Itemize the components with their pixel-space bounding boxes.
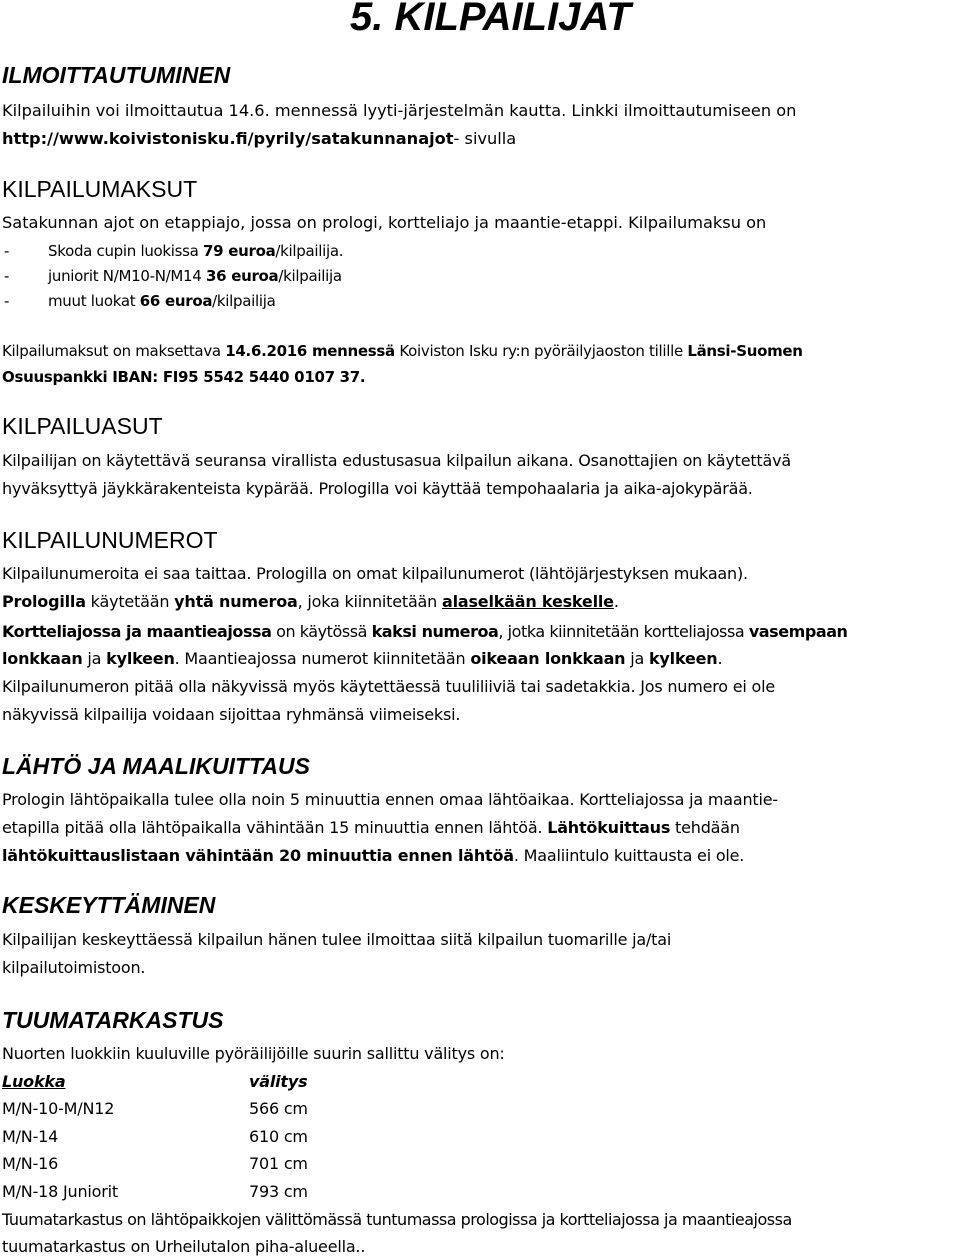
- table-row: [2, 1152, 308, 1176]
- tuumatarkastus-outro-2: tuumatarkastus on Urheilutalon piha-alueella..: [2, 1237, 366, 1256]
- text: .: [717, 649, 723, 668]
- heading-tuumatarkastus: TUUMATARKASTUS: [2, 1007, 224, 1033]
- text: , jotka kiinnitetään kortteliajossa: [498, 622, 749, 641]
- text: .: [613, 592, 619, 611]
- table-header: [2, 1070, 308, 1094]
- text: käytetään: [85, 592, 175, 611]
- text: tehdään: [670, 818, 740, 837]
- bold-text: lähtökuittauslistaan vähintään 20 minuuttia ennen lähtöä: [2, 846, 514, 865]
- bold-text: oikeaan lonkkaan: [470, 649, 626, 668]
- heading-keskeyttaminen: KESKEYTTÄMINEN: [2, 892, 216, 918]
- heading-ilmoittautuminen: ILMOITTAUTUMINEN: [2, 62, 231, 88]
- text: , joka kiinnitetään: [297, 592, 442, 611]
- cell-valitys: 610 cm: [249, 1127, 308, 1146]
- kilpailuasut-line-1: Kilpailijan on käytettävä seuransa virallista edustusasua kilpailun aikana. Osanottajien on käytettävä: [2, 451, 791, 470]
- kilpailunumerot-line-3: [2, 620, 848, 644]
- text: ja: [82, 649, 107, 668]
- payment-text: Kilpailumaksut on maksettava: [2, 342, 226, 360]
- fee-label: juniorit N/M10-N/M14: [48, 267, 206, 285]
- cell-luokka: M/N-18 Juniorit: [2, 1182, 118, 1201]
- keskeyttaminen-line-1: Kilpailijan keskeyttäessä kilpailun hänen tulee ilmoittaa siitä kilpailun tuomarille ja/tai: [2, 930, 672, 949]
- list-dash: -: [4, 242, 10, 260]
- tuumatarkastus-intro: Nuorten luokkiin kuuluville pyöräilijöille suurin sallittu välitys on:: [2, 1044, 505, 1063]
- link-suffix: - sivulla: [453, 129, 517, 148]
- kilpailunumerot-line-6: näkyvissä kilpailija voidaan sijoittaa ryhmänsä viimeiseksi.: [2, 705, 461, 724]
- table-row: [2, 1097, 308, 1121]
- list-dash: -: [4, 292, 10, 310]
- underlined-bold-text: alaselkään keskelle: [442, 592, 614, 611]
- bold-text: kylkeen: [648, 649, 718, 668]
- bold-text: lonkkaan: [2, 649, 83, 668]
- column-header-luokka: Luokka: [2, 1072, 66, 1091]
- kilpailunumerot-line-1: Kilpailunumeroita ei saa taittaa. Prologilla on omat kilpailunumerot (lähtöjärjestyksen mukaan).: [2, 564, 748, 583]
- payment-text: Koiviston Isku ry:n pyöräilyjaoston tilille: [394, 342, 688, 360]
- fee-label: Skoda cupin luokissa: [48, 242, 204, 260]
- payment-deadline: 14.6.2016 mennessä: [225, 342, 395, 360]
- lahto-line-3: [2, 844, 744, 868]
- payment-line-1: [2, 340, 803, 362]
- text: ja: [625, 649, 649, 668]
- fee-item-juniorit: [2, 265, 342, 287]
- heading-lahto: LÄHTÖ JA MAALIKUITTAUS: [2, 753, 310, 779]
- heading-kilpailuasut: KILPAILUASUT: [2, 413, 163, 439]
- fee-item-skoda: [2, 240, 343, 262]
- fee-amount: 36 euroa: [206, 267, 279, 285]
- fee-amount: 79 euroa: [203, 242, 276, 260]
- lahto-line-2: [2, 816, 740, 840]
- cell-valitys: 566 cm: [249, 1099, 308, 1118]
- ilmoittautuminen-text: Kilpailuihin voi ilmoittautua 14.6. mennessä lyyti-järjestelmän kautta. Linkki ilmoittautumiseen on: [2, 101, 797, 120]
- fee-unit: /kilpailija: [278, 267, 342, 285]
- table-row: [2, 1125, 308, 1149]
- text: . Maaliintulo kuittausta ei ole.: [513, 846, 745, 865]
- bold-text: vasempaan: [748, 622, 848, 641]
- bold-text: yhtä numeroa: [174, 592, 298, 611]
- fee-unit: /kilpailija: [212, 292, 276, 310]
- bold-text: kaksi numeroa: [371, 622, 499, 641]
- kilpailunumerot-line-5: Kilpailunumeron pitää olla näkyvissä myös käytettäessä tuuliliiviä tai sadetakkia. Jos numero ei ole: [2, 677, 776, 696]
- fee-amount: 66 euroa: [139, 292, 213, 310]
- text: etapilla pitää olla lähtöpaikalla vähintään 15 minuuttia ennen lähtöä.: [2, 818, 548, 837]
- registration-link[interactable]: http://www.koivistonisku.fi/pyrily/satakunnanajot: [2, 129, 454, 148]
- kilpailuasut-line-2: hyväksyttyä jäykkärakenteista kypärää. Prologilla voi käyttää tempohaalaria ja aika-ajokypärää.: [2, 479, 753, 498]
- page-title: 5. KILPAILIJAT: [350, 0, 631, 39]
- tuumatarkastus-outro-1: Tuumatarkastus on lähtöpaikkojen välittömässä tuntumassa prologissa ja kortteliajossa ja maantieajossa: [2, 1210, 792, 1229]
- cell-valitys: 701 cm: [249, 1154, 308, 1173]
- payment-iban: Osuuspankki IBAN: FI95 5542 5440 0107 37.: [2, 368, 366, 386]
- bold-text: Lähtökuittaus: [547, 818, 671, 837]
- bold-text: Kortteliajossa ja maantieajossa: [2, 622, 272, 641]
- heading-kilpailunumerot: KILPAILUNUMEROT: [2, 527, 218, 553]
- cell-luokka: M/N-10-M/N12: [2, 1099, 115, 1118]
- cell-luokka: M/N-16: [2, 1154, 59, 1173]
- column-header-valitys: välitys: [249, 1072, 308, 1091]
- kilpailunumerot-line-2: [2, 590, 619, 614]
- cell-luokka: M/N-14: [2, 1127, 59, 1146]
- text: on käytössä: [271, 622, 372, 641]
- kilpailunumerot-line-4: [2, 647, 722, 671]
- fee-label: muut luokat: [48, 292, 140, 310]
- kilpailumaksut-intro: Satakunnan ajot on etappiajo, jossa on prologi, kortteliajo ja maantie-etappi. Kilpailumaksu on: [2, 213, 767, 232]
- list-dash: -: [4, 267, 10, 285]
- bold-text: Prologilla: [2, 592, 86, 611]
- table-row: [2, 1180, 308, 1204]
- lahto-line-1: Prologin lähtöpaikalla tulee olla noin 5 minuuttia ennen omaa lähtöaikaa. Kortteliajossa ja maantie-: [2, 790, 778, 809]
- bold-text: kylkeen: [106, 649, 175, 668]
- payment-bank: Länsi-Suomen: [687, 342, 803, 360]
- fee-item-muut: [2, 290, 276, 312]
- heading-kilpailumaksut: KILPAILUMAKSUT: [2, 176, 198, 202]
- ilmoittautuminen-link-line: [2, 128, 516, 150]
- keskeyttaminen-line-2: kilpailutoimistoon.: [2, 958, 146, 977]
- fee-unit: /kilpailija.: [275, 242, 344, 260]
- text: . Maantieajossa numerot kiinnitetään: [174, 649, 471, 668]
- cell-valitys: 793 cm: [249, 1182, 308, 1201]
